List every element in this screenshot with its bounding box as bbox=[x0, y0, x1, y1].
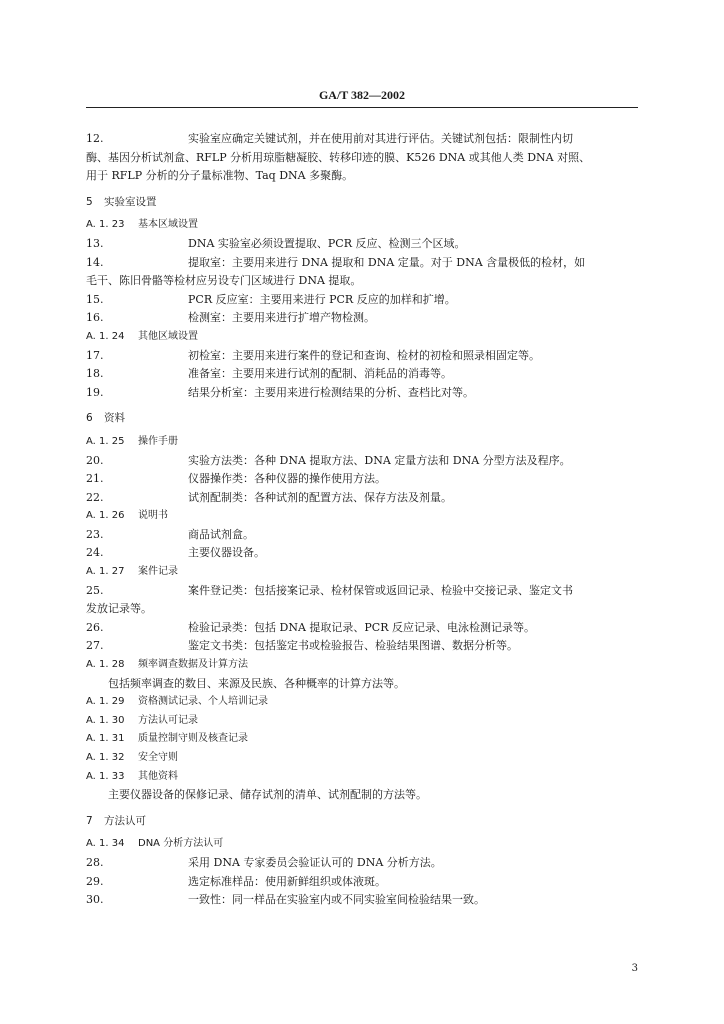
section-number: 7 bbox=[86, 814, 93, 827]
subsection-title: 质量控制守则及核查记录 bbox=[138, 733, 248, 745]
subsection-heading bbox=[86, 656, 638, 675]
section-heading bbox=[86, 193, 638, 212]
item-number: 23. bbox=[86, 527, 104, 541]
subsection-code: A. 1. 26 bbox=[86, 510, 125, 522]
item-number: 22. bbox=[86, 490, 104, 504]
item-text: 采用 DNA 专家委员会验证认可的 DNA 分析方法。 bbox=[188, 855, 442, 869]
item-number: 18. bbox=[86, 367, 104, 381]
section-title: 实验室设置 bbox=[104, 195, 157, 208]
item-number: 17. bbox=[86, 348, 104, 362]
subsection-title: 其他资料 bbox=[138, 770, 178, 782]
list-item bbox=[86, 254, 638, 273]
subsection-code: A. 1. 34 bbox=[86, 838, 125, 850]
list-item bbox=[86, 526, 638, 545]
list-item bbox=[86, 619, 638, 638]
subsection-heading bbox=[86, 507, 638, 526]
section-number: 5 bbox=[86, 195, 93, 208]
item-text: 商品试剂盒。 bbox=[188, 527, 254, 541]
item-text: 主要仪器设备。 bbox=[188, 546, 265, 560]
item-text: 实验室应确定关键试剂，并在使用前对其进行评估。关键试剂包括：限制性内切 bbox=[188, 132, 573, 145]
item-text: 准备室：主要用来进行试剂的配制、消耗品的消毒等。 bbox=[188, 367, 452, 381]
list-item bbox=[86, 130, 638, 149]
subsection-title: 方法认可记录 bbox=[138, 714, 198, 726]
item-number: 15. bbox=[86, 292, 104, 306]
item-number: 29. bbox=[86, 874, 104, 888]
list-item bbox=[86, 384, 638, 403]
item-text: DNA 实验室必须设置提取、PCR 反应、检测三个区域。 bbox=[188, 236, 466, 250]
subsection-title: 基本区域设置 bbox=[138, 219, 198, 231]
subsection-title: 案件记录 bbox=[138, 566, 178, 578]
item-text: 检验记录类：包括 DNA 提取记录、PCR 反应记录、电泳检测记录等。 bbox=[188, 620, 535, 634]
subsection-heading bbox=[86, 749, 638, 768]
item-number: 25. bbox=[86, 583, 104, 597]
list-item bbox=[86, 637, 638, 656]
subsection-code: A. 1. 30 bbox=[86, 714, 125, 726]
item-text: 鉴定文书类：包括鉴定书或检验报告、检验结果图谱、数据分析等。 bbox=[188, 639, 518, 653]
item-text: 初检室：主要用来进行案件的登记和查询、检材的初检和照录相固定等。 bbox=[188, 348, 540, 362]
document-header: GA/T 382—2002 bbox=[318, 88, 406, 102]
paragraph: 主要仪器设备的保修记录、储存试剂的清单、试剂配制的方法等。 bbox=[108, 788, 427, 802]
subsection-title: DNA 分析方法认可 bbox=[138, 838, 224, 850]
subsection-title: 说明书 bbox=[138, 510, 168, 522]
list-item bbox=[86, 452, 638, 471]
section-heading bbox=[86, 409, 638, 428]
item-text-continued: 毛干、陈旧骨骼等检材应另设专门区域进行 DNA 提取。 bbox=[86, 274, 362, 288]
subsection-code: A. 1. 25 bbox=[86, 435, 125, 447]
item-text: 一致性：同一样品在实验室内或不同实验室间检验结果一致。 bbox=[188, 893, 485, 907]
item-text: 检测室：主要用来进行扩增产物检测。 bbox=[188, 311, 375, 325]
subsection-title: 其他区域设置 bbox=[138, 330, 198, 342]
list-item bbox=[86, 470, 638, 489]
subsection-heading bbox=[86, 693, 638, 712]
item-text: 试剂配制类：各种试剂的配置方法、保存方法及剂量。 bbox=[188, 490, 452, 504]
subsection-title: 操作手册 bbox=[138, 435, 178, 447]
subsection-title: 频率调查数据及计算方法 bbox=[138, 659, 248, 671]
item-text: 案件登记类：包括接案记录、检材保管或返回记录、检验中交接记录、鉴定文书 bbox=[188, 583, 573, 597]
subsection-code: A. 1. 32 bbox=[86, 752, 125, 763]
subsection-title: 资格测试记录、个人培训记录 bbox=[138, 696, 268, 708]
item-number: 16. bbox=[86, 311, 104, 325]
section-heading bbox=[86, 812, 638, 831]
list-item bbox=[86, 365, 638, 384]
item-number: 19. bbox=[86, 385, 104, 399]
item-text-continued: 酶、基因分析试剂盒、RFLP 分析用琼脂糖凝胶、转移印迹的膜、K526 DNA 或其他人类 DNA 对照、 bbox=[86, 150, 591, 164]
item-text-continued: 用于 RFLP 分析的分子量标准物、Taq DNA 多聚酶。 bbox=[86, 169, 354, 183]
item-number: 20. bbox=[86, 453, 104, 467]
subsection-heading bbox=[86, 563, 638, 582]
item-number: 27. bbox=[86, 639, 104, 653]
item-text-continued: 发放记录等。 bbox=[86, 602, 152, 616]
item-number: 21. bbox=[86, 472, 104, 486]
subsection-code: A. 1. 27 bbox=[86, 566, 125, 578]
list-item bbox=[86, 291, 638, 310]
subsection-heading bbox=[86, 835, 638, 854]
item-text: 提取室：主要用来进行 DNA 提取和 DNA 定量。对于 DNA 含量极低的检材，如 bbox=[188, 255, 586, 269]
paragraph: 包括频率调查的数目、来源及民族、各种概率的计算方法等。 bbox=[108, 676, 405, 690]
list-item bbox=[86, 582, 638, 601]
subsection-heading bbox=[86, 328, 638, 347]
item-text: 仪器操作类：各种仪器的操作使用方法。 bbox=[188, 472, 386, 486]
item-number: 12. bbox=[86, 132, 104, 145]
item-number: 30. bbox=[86, 893, 104, 907]
list-item bbox=[86, 235, 638, 254]
subsection-code: A. 1. 29 bbox=[86, 696, 125, 708]
subsection-code: A. 1. 28 bbox=[86, 659, 125, 671]
subsection-code: A. 1. 31 bbox=[86, 733, 125, 745]
section-title: 资料 bbox=[104, 412, 125, 425]
subsection-heading bbox=[86, 730, 638, 749]
list-item bbox=[86, 873, 638, 892]
list-item bbox=[86, 489, 638, 508]
subsection-code: A. 1. 33 bbox=[86, 770, 125, 782]
page-number: 3 bbox=[631, 963, 638, 974]
subsection-heading bbox=[86, 216, 638, 235]
section-title: 方法认可 bbox=[104, 814, 146, 827]
item-text: 选定标准样品：使用新鲜组织或体液斑。 bbox=[188, 874, 386, 888]
item-number: 14. bbox=[86, 255, 104, 269]
subsection-title: 安全守则 bbox=[138, 752, 178, 763]
item-number: 28. bbox=[86, 855, 104, 869]
list-item bbox=[86, 891, 638, 910]
item-number: 13. bbox=[86, 236, 104, 250]
list-item bbox=[86, 544, 638, 563]
list-item bbox=[86, 347, 638, 366]
subsection-heading bbox=[86, 768, 638, 787]
list-item bbox=[86, 309, 638, 328]
section-number: 6 bbox=[86, 412, 93, 425]
subsection-heading bbox=[86, 433, 638, 452]
subsection-heading bbox=[86, 712, 638, 731]
item-text: PCR 反应室：主要用来进行 PCR 反应的加样和扩增。 bbox=[188, 292, 456, 306]
page-content bbox=[86, 130, 638, 910]
item-text: 实验方法类：各种 DNA 提取方法、DNA 定量方法和 DNA 分型方法及程序。 bbox=[188, 453, 571, 467]
item-number: 24. bbox=[86, 546, 104, 560]
subsection-code: A. 1. 23 bbox=[86, 219, 125, 231]
list-item bbox=[86, 854, 638, 873]
item-number: 26. bbox=[86, 620, 104, 634]
item-text: 结果分析室：主要用来进行检测结果的分析、查档比对等。 bbox=[188, 385, 474, 399]
subsection-code: A. 1. 24 bbox=[86, 330, 125, 342]
header-rule bbox=[86, 107, 638, 108]
